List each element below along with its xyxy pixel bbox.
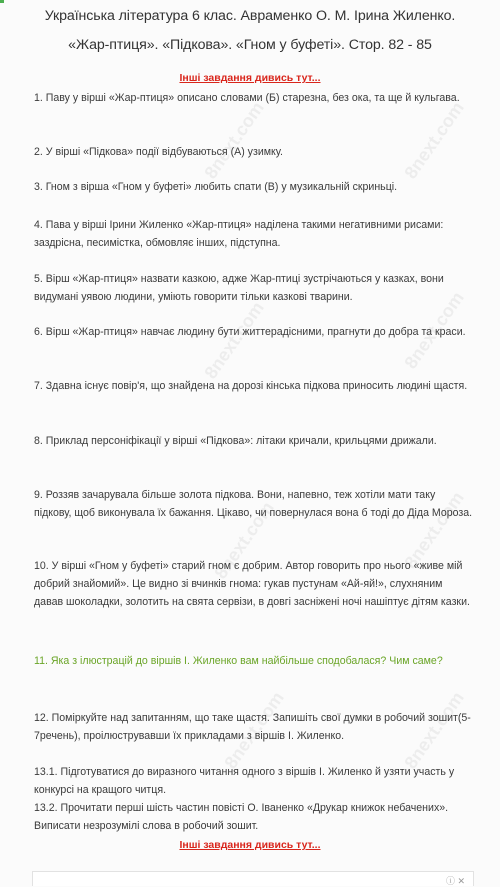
page-title-line-2: «Жар-птиця». «Підкова». «Гном у буфеті». Стор. 82 - 85 (68, 37, 432, 53)
watermark: 8next.com (400, 98, 468, 183)
answer-item-5: 5. Вірш «Жар-птиця» назвати казкою, адже Жар-птиці зустрічаються у казках, вони видумані уявою людини, уміють говорити тільки казкові тварини. (34, 273, 444, 303)
watermark: 8next.com (200, 98, 268, 183)
answer-item-2: 2. У вірші «Підкова» події відбуваються (А) узимку. (34, 146, 283, 158)
watermark: 8next.com (400, 688, 468, 773)
more-tasks-link-top[interactable]: Інші завдання дивись тут... (179, 72, 321, 84)
watermark: 8next.com (400, 488, 468, 573)
more-tasks-link-bottom[interactable]: Інші завдання дивись тут... (179, 839, 321, 851)
answer-item-4: 4. Пава у вірші Ірини Жиленко «Жар-птиця» наділена такими негативними рисами: заздрісна, песимістка, обмовляє інших, підступна. (34, 219, 444, 249)
question-item-11: 11. Яка з ілюстрацій до віршів І. Жиленко вам найбільше сподобалася? Чим саме? (34, 655, 443, 667)
watermark: 8next.com (210, 498, 278, 583)
watermark: 8next.com (200, 298, 268, 383)
answer-item-9: 9. Роззяв зачарувала більше золота підкова. Вони, напевно, теж хотіли мати таку підкову, щоб виконувала їх бажання. Цікаво, чи повернулася вона б тоді до Діда Мороза. (34, 489, 473, 519)
watermark: 8next.com (400, 288, 468, 373)
watermark: 8next.com (220, 688, 288, 773)
answer-item-13-2: 13.2. Прочитати перші шість частин повісті О. Іваненко «Друкар книжок небачених». Виписати незрозумілі слова в робочий зошит. (34, 802, 449, 832)
answer-item-7: 7. Здавна існує повір'я, що знайдена на дорозі кінська підкова приносить людині щастя. (34, 380, 468, 392)
corner-marker (0, 0, 4, 3)
page-title-line-1: Українська література 6 клас. Авраменко О. М. Ірина Жиленко. (44, 8, 456, 24)
answer-item-3: 3. Гном з вірша «Гном у буфеті» любить спати (В) у музикальній скриньці. (34, 181, 398, 193)
answer-item-8: 8. Приклад персоніфікації у вірші «Підкова»: літаки кричали, крильцями дрижали. (34, 435, 437, 447)
answer-item-10: 10. У вірші «Гном у буфеті» старий гном є добрим. Автор говорить про нього «живе мій добрий знайомий». Це видно зі вчинків гнома: гукав пустунам «Ай-яй!», слухняним давав шоколадки, золотить на свята сервізи, в довгі засніжені ночі нашіптує дітям казки. (34, 560, 470, 608)
close-icon[interactable]: ⓘ ✕ (445, 876, 465, 886)
answer-item-1: 1. Паву у вірші «Жар-птиця» описано словами (Б) старезна, без ока, та ще й кульгава. (34, 92, 460, 104)
answer-item-12: 12. Поміркуйте над запитанням, що таке щастя. Запишіть свої думки в робочий зошит(5-7речень), проілюструвавши їх прикладами з віршів І. Жиленко. (34, 712, 471, 742)
answer-item-6: 6. Вірш «Жар-птиця» навчає людину бути життерадісними, прагнути до добра та краси. (34, 326, 466, 338)
answer-item-13-1: 13.1. Підготуватися до виразного читання одного з віршів І. Жиленко й узяти участь у конкурсі на кращого читця. (34, 766, 455, 796)
ad-frame (32, 871, 474, 886)
